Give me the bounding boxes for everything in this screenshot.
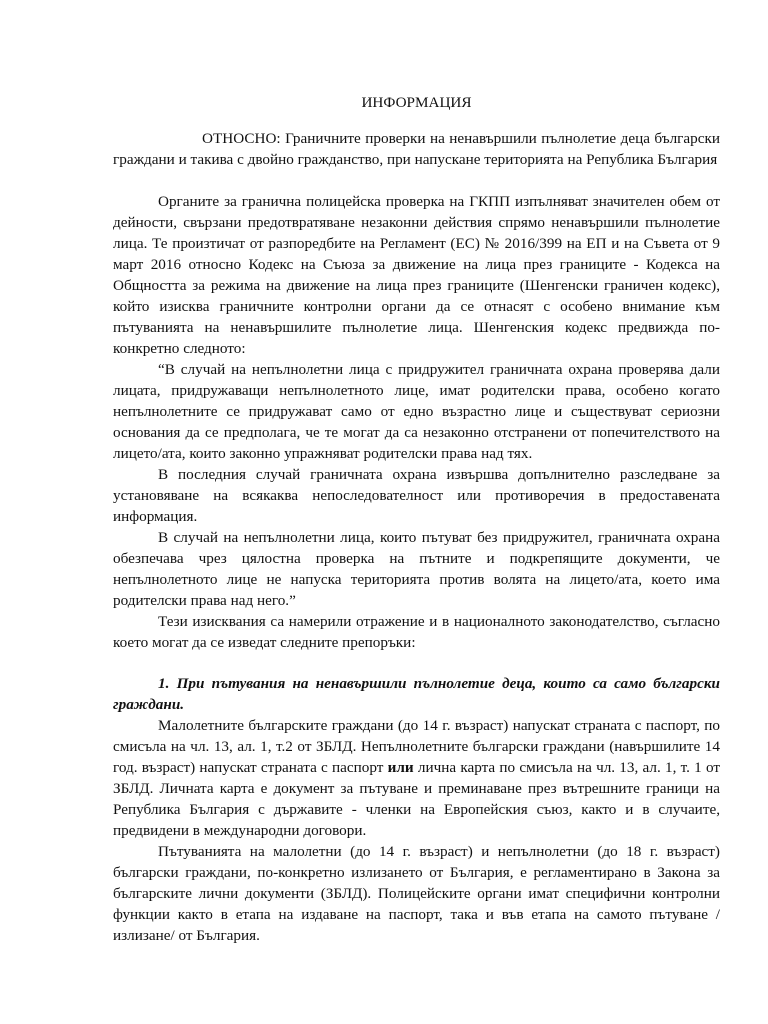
section-1-paragraph-travel: Пътуванията на малолетни (до 14 г. възраст) и непълнолетни (до 18 г. възраст) български граждани, по-конкретно излизането от България, е регламентирано в Закона за българските лични документи (ЗБЛД). Полицейските органи имат специфични контролни функции както в етапа на издаване на паспорт, така и във етапа на самото пътуване /излизане/ от България. <box>113 843 720 944</box>
section-1-text-after: лична карта по смисъла на чл. 13, ал. 1, т. 1 от ЗБЛД. Личната карта е документ за пътуване и преминаване през вътрешните граници на Република България с държавите - членки на Европейския съюз, както и в случаите, предвидени в международни договори. <box>113 759 720 839</box>
document-subject: ОТНОСНО: Граничните проверки на ненавършили пълнолетие деца български граждани и такива с двойно гражданство, при напускане територията на Република България <box>113 130 720 168</box>
document-title: ИНФОРМАЦИЯ <box>361 94 472 111</box>
paragraph-recommendations-intro: Тези изисквания са намерили отражение и в националното законодателство, съгласно което могат да се изведат следните препоръки: <box>113 613 720 651</box>
paragraph-quote-accompanied: “В случай на непълнолетни лица с придружител граничната охрана проверява дали лицата, придружаващи непълнолетното лице, имат родителски права, особено когато непълнолетните се придружават само от едно възрастно лице и съществуват сериозни основания да се предполага, че те могат да са незаконно отстранени от попечителството на лицето/ата, които законно упражняват родителски права над тях. <box>113 361 720 462</box>
section-1-bold-or: или <box>387 759 414 776</box>
paragraph-quote-investigation: В последния случай граничната охрана извършва допълнително разследване за установяване на всякаква непоследователност или противоречия в предоставената информация. <box>113 466 720 525</box>
section-1-paragraph-documents <box>113 715 720 841</box>
section-1-heading: 1. При пътувания на ненавършили пълнолетие деца, които са само български граждани. <box>113 675 720 713</box>
paragraph-quote-unaccompanied: В случай на непълнолетни лица, които пътуват без придружител, граничната охрана обезпечава чрез цялостна проверка на пътните и подкрепящите документи, че непълнолетното лице не напуска територията против волята на лицето/ата, което има родителски права над него.” <box>113 529 720 609</box>
paragraph-intro: Органите за гранична полицейска проверка на ГКПП изпълняват значителен обем от дейности, свързани предотвратяване незаконни действия спрямо ненавършили пълнолетие лица. Те произтичат от разпоредбите на Регламент (ЕС) № 2016/399 на ЕП и на Съвета от 9 март 2016 относно Кодекс на Съюза за движение на лица през границите - Кодекса на Общността за режима на движение на лица през границите (Шенгенски граничен кодекс), който изисква граничните контролни органи да се отнасят с особено внимание към пътуванията на ненавършилите пълнолетие лица. Шенгенския кодекс предвижда по-конкретно следното: <box>113 193 720 357</box>
section-1-text-before: Малолетните българските граждани (до 14 г. възраст) напускат страната с паспорт, по смисъла на чл. 13, ал. 1, т.2 от ЗБЛД. Непълнолетните български граждани (навършилите 14 год. възраст) напускат страната с паспорт <box>113 717 720 776</box>
